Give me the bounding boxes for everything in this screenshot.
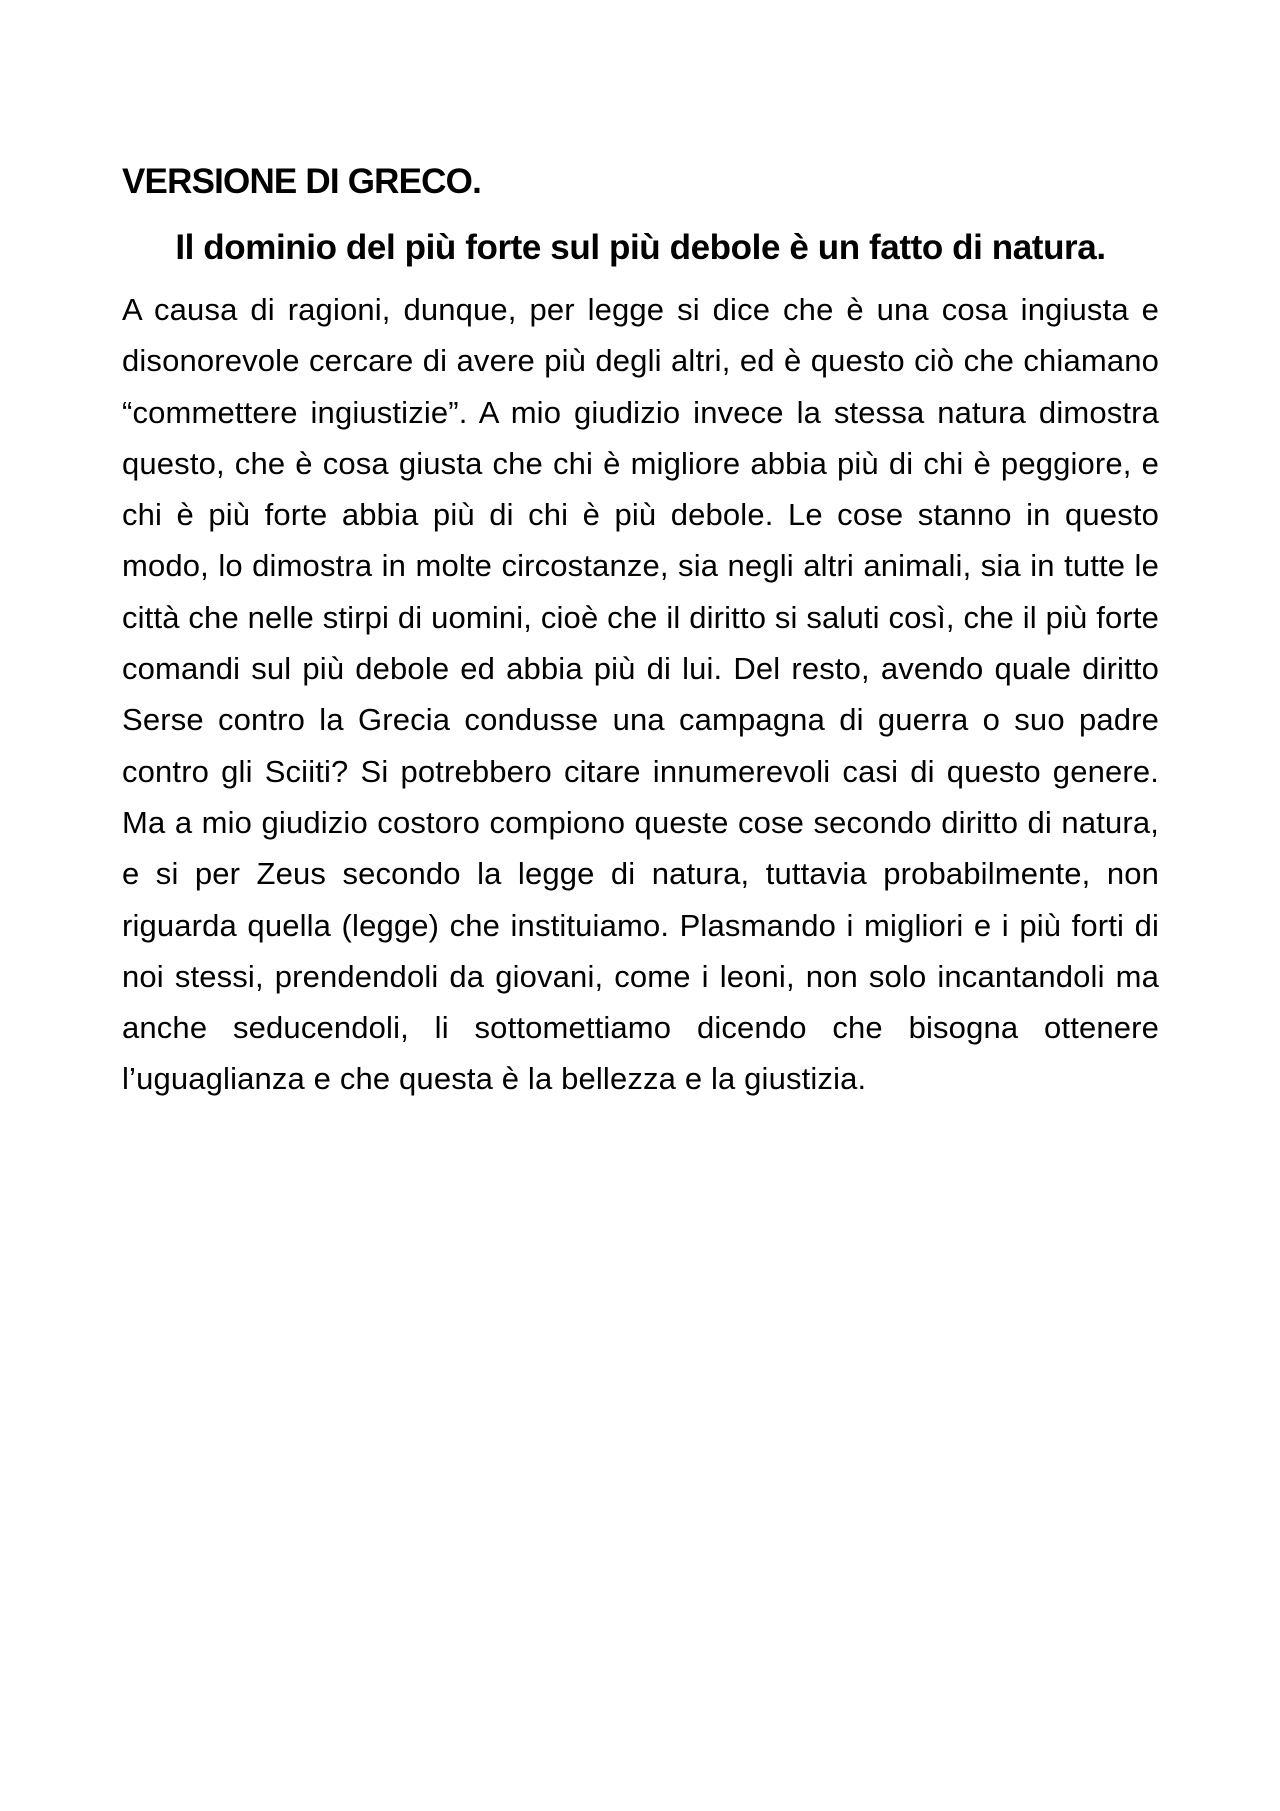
document-title: Il dominio del più forte sul più debole è un fatto di natura. [175, 228, 1106, 267]
document-body-paragraph: A causa di ragioni, dunque, per legge si dice che è una cosa ingiusta e disonorevole cercare di avere più degli altri, ed è questo ciò che chiamano “commettere ingiustizie”. A mio giudizio invece la stessa natura dimostra questo, che è cosa giusta che chi è migliore abbia più di chi è peggiore, e chi è più forte abbia più di chi è più debole. Le cose stanno in questo modo, lo dimostra in molte circostanze, sia negli altri animali, sia in tutte le città che nelle stirpi di uomini, cioè che il diritto si saluti così, che il più forte comandi sul più debole ed abbia più di lui. Del resto, avendo quale diritto Serse contro la Grecia condusse una campagna di guerra o suo padre contro gli Sciiti? Si potrebbero citare innumerevoli casi di questo genere. Ma a mio giudizio costoro compiono queste cose secondo diritto di natura, e si per Zeus secondo la legge di natura, tuttavia probabilmente, non riguarda quella (legge) che instituiamo. Plasmando i migliori e i più forti di noi stessi, prendendoli da giovani, come i leoni, non solo incantandoli ma anche seducendoli, li sottomettiamo dicendo che bisogna ottenere l’uguaglianza e che questa è la bellezza e la giustizia. [122, 292, 1159, 1097]
document-content [122, 158, 1159, 1105]
document-label: VERSIONE DI GRECO. [122, 162, 481, 201]
